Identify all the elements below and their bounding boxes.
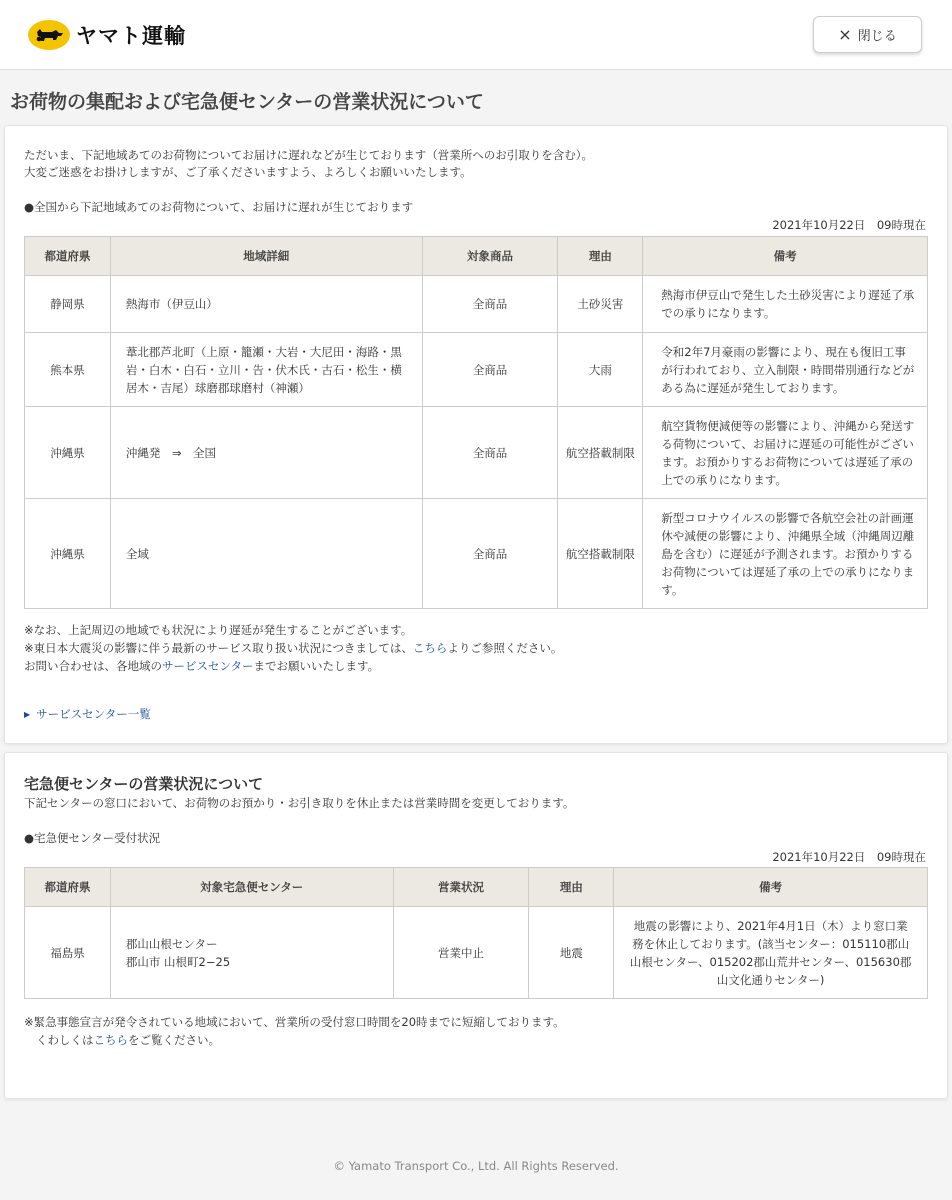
cell-reason: 土砂災害 (558, 276, 643, 333)
kuroneko-logo-icon (28, 20, 70, 50)
service-center-link[interactable]: サービスセンター (162, 659, 254, 673)
cell-note: 新型コロナウイルスの影響で各航空会社の計画運休や減便の影響により、沖縄県全域（沖縄周辺離島を含む）に遅延が予測されます。お預かりするお荷物については遅延了承の上での承りになります。 (643, 499, 928, 609)
cell-reason: 地震 (529, 907, 614, 999)
close-button[interactable] (813, 16, 922, 53)
col-header: 対象商品 (422, 237, 558, 276)
footnote-text: よりご参照ください。 (447, 641, 563, 655)
bullet-heading: ●全国から下記地域あてのお荷物について、お届けに遅れが生じております (24, 200, 414, 214)
table-row (25, 276, 928, 333)
cell-note: 航空貨物便減便等の影響により、沖縄から発送する荷物について、お届けに遅延の可能性がございます。お預かりするお荷物については遅延了承の上での承りになります。 (643, 407, 928, 499)
delivery-status-card (4, 125, 948, 744)
service-center-list-label: サービスセンター一覧 (36, 707, 151, 721)
cell-prefecture: 熊本県 (25, 333, 111, 407)
cell-product: 全商品 (422, 407, 558, 499)
col-header: 理由 (558, 237, 643, 276)
footnote-text: ※東日本大震災の影響に伴う最新のサービス取り扱い状況につきましては、 (24, 641, 413, 655)
center-status-table (24, 867, 928, 999)
cell-note: 熱海市伊豆山で発生した土砂災害により遅延了承での承りになります。 (643, 276, 928, 333)
logo-text: ヤマト運輸 (76, 24, 186, 48)
footnote-text: をご覧ください。 (128, 1033, 220, 1047)
cell-area: 沖縄発 ⇒ 全国 (110, 407, 422, 499)
yamato-logo[interactable] (28, 20, 186, 50)
table-row (25, 333, 928, 407)
center-address: 郡山市 山根町2−25 (125, 954, 231, 969)
cell-prefecture: 福島県 (25, 907, 111, 999)
footnote-text: までお願いいたします。 (253, 659, 380, 673)
cell-note: 令和2年7月豪雨の影響により、現在も復旧工事が行われており、立入制限・時間帯別通行などがある為に遅延が発生しております。 (643, 333, 928, 407)
cell-prefecture: 沖縄県 (25, 407, 111, 499)
intro-text-2: 大変ご迷惑をお掛けしますが、ご了承くださいますよう、よろしくお願いいたします。 (24, 165, 472, 179)
copyright: © Yamato Transport Co., Ltd. All Rights Reserved. (333, 1159, 619, 1173)
table-header-row (25, 237, 928, 276)
table-row (25, 407, 928, 499)
close-label: 閉じる (857, 29, 897, 44)
header (0, 0, 952, 70)
cell-status: 営業中止 (393, 907, 529, 999)
col-header: 対象宅急便センター (110, 868, 393, 907)
footnote-2 (24, 640, 562, 657)
cell-prefecture: 沖縄県 (25, 499, 111, 609)
section-intro: 下記センターの窓口において、お荷物のお預かり・お引き取りを休止または営業時間を変更しております。 (24, 796, 575, 810)
col-header: 営業状況 (393, 868, 529, 907)
col-header: 都道府県 (25, 237, 111, 276)
cell-area: 全域 (110, 499, 422, 609)
col-header: 地域詳細 (110, 237, 422, 276)
table-row (25, 907, 928, 999)
details-link[interactable]: こちら (93, 1033, 128, 1047)
disaster-info-link[interactable]: こちら (412, 641, 448, 655)
delivery-delay-table (24, 236, 928, 609)
page-title: お荷物の集配および宅急便センターの営業状況について (10, 91, 484, 113)
cell-product: 全商品 (422, 499, 558, 609)
col-header: 理由 (529, 868, 614, 907)
center-name: 郡山山根センター (125, 936, 218, 951)
cell-center (110, 907, 393, 999)
footnote-text: くわしくは (36, 1033, 94, 1047)
cell-prefecture: 静岡県 (25, 276, 111, 333)
cell-product: 全商品 (422, 333, 558, 407)
cell-reason: 航空搭載制限 (558, 407, 643, 499)
close-icon: × (838, 25, 852, 44)
cell-reason: 航空搭載制限 (558, 499, 643, 609)
footnote-1: ※緊急事態宣言が発令されている地域において、営業所の受付窓口時間を20時までに短縮しております。 (24, 1015, 565, 1029)
footnote-3 (24, 658, 379, 675)
section-title: 宅急便センターの営業状況について (24, 775, 264, 793)
table-header-row (25, 868, 928, 907)
col-header: 都道府県 (25, 868, 111, 907)
table-row (25, 499, 928, 609)
cell-area: 葦北郡芦北町（上原・籠瀬・大岩・大尼田・海路・黒岩・白木・白石・立川・告・伏木氏・古石・松生・横居木・吉尾）球磨郡球磨村（神瀬） (110, 333, 422, 407)
as-of-date: 2021年10月22日 09時現在 (772, 850, 926, 864)
triangle-right-icon: ▶ (24, 709, 31, 719)
intro-text-1: ただいま、下記地域あてのお荷物についてお届けに遅れなどが生じております（営業所へのお引取りを含む）。 (24, 148, 594, 162)
cell-area: 熱海市（伊豆山） (110, 276, 422, 333)
center-status-card (4, 752, 948, 1099)
cell-note: 地震の影響により、2021年4月1日（木）より窓口業務を休止しております。(該当センター：015110郡山山根センター、015202郡山荒井センター、015630郡山文化通りセンター) (614, 907, 928, 999)
footnote-text: お問い合わせは、各地域の (24, 659, 162, 673)
cell-reason: 大雨 (558, 333, 643, 407)
footnote-1: ※なお、上記周辺の地域でも状況により遅延が発生することがございます。 (24, 623, 413, 637)
bullet-heading: ●宅急便センター受付状況 (24, 831, 161, 845)
col-header: 備考 (614, 868, 928, 907)
as-of-date: 2021年10月22日 09時現在 (772, 218, 926, 232)
footnote-2 (36, 1032, 220, 1049)
cell-product: 全商品 (422, 276, 558, 333)
service-center-list-link[interactable] (24, 706, 151, 722)
col-header: 備考 (643, 237, 928, 276)
